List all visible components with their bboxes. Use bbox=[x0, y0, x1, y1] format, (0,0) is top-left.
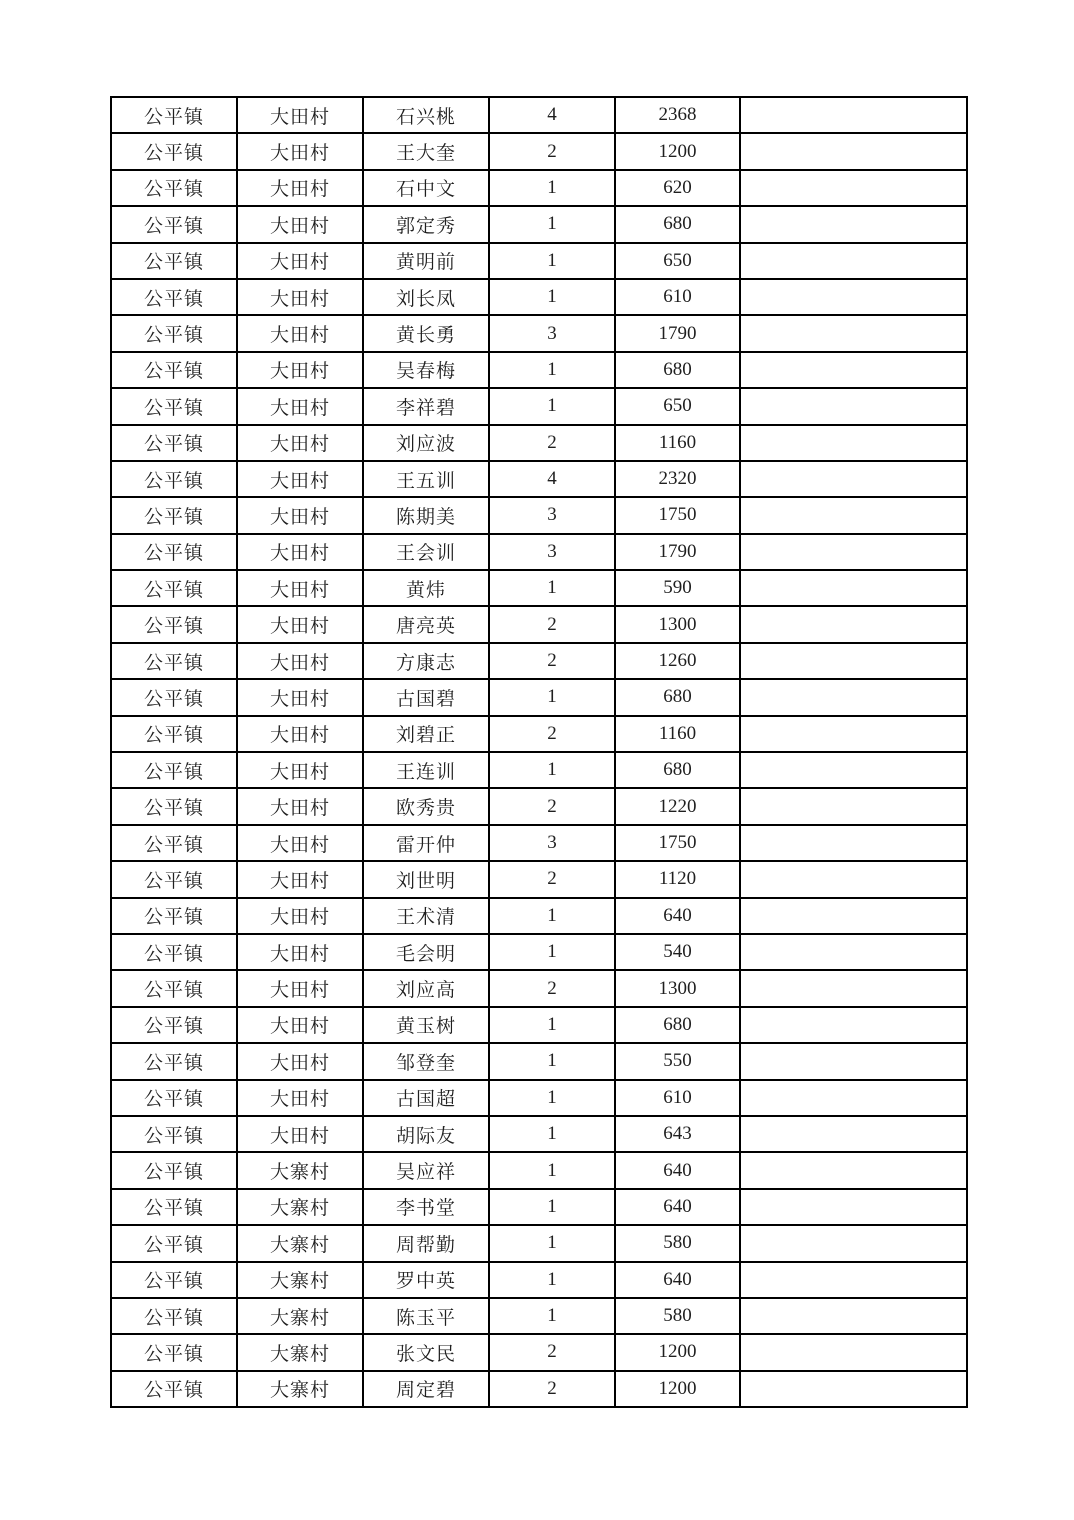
cell-count: 1 bbox=[489, 898, 615, 934]
cell-town: 公平镇 bbox=[111, 1043, 237, 1079]
cell-count: 2 bbox=[489, 425, 615, 461]
table-row bbox=[111, 170, 967, 206]
cell-note bbox=[740, 570, 967, 606]
table-row bbox=[111, 534, 967, 570]
cell-name: 刘碧正 bbox=[363, 716, 489, 752]
cell-name: 黄炜 bbox=[363, 570, 489, 606]
cell-name: 石兴桃 bbox=[363, 97, 489, 133]
cell-amount: 550 bbox=[615, 1043, 740, 1079]
cell-village: 大田村 bbox=[237, 752, 363, 788]
cell-village: 大田村 bbox=[237, 861, 363, 897]
cell-amount: 640 bbox=[615, 898, 740, 934]
table-row bbox=[111, 243, 967, 279]
cell-count: 2 bbox=[489, 716, 615, 752]
cell-village: 大田村 bbox=[237, 315, 363, 351]
cell-amount: 2368 bbox=[615, 97, 740, 133]
cell-village: 大田村 bbox=[237, 934, 363, 970]
cell-name: 唐亮英 bbox=[363, 606, 489, 642]
cell-amount: 1750 bbox=[615, 497, 740, 533]
cell-note bbox=[740, 788, 967, 824]
cell-name: 古国超 bbox=[363, 1080, 489, 1116]
table-row bbox=[111, 1116, 967, 1152]
cell-amount: 1200 bbox=[615, 133, 740, 169]
table-row bbox=[111, 279, 967, 315]
cell-village: 大田村 bbox=[237, 133, 363, 169]
cell-village: 大田村 bbox=[237, 1007, 363, 1043]
cell-amount: 1160 bbox=[615, 716, 740, 752]
cell-village: 大寨村 bbox=[237, 1152, 363, 1188]
cell-name: 刘应波 bbox=[363, 425, 489, 461]
table-row bbox=[111, 133, 967, 169]
cell-note bbox=[740, 825, 967, 861]
roster-table bbox=[110, 96, 968, 1408]
cell-town: 公平镇 bbox=[111, 752, 237, 788]
cell-count: 1 bbox=[489, 352, 615, 388]
cell-note bbox=[740, 1152, 967, 1188]
table-row bbox=[111, 425, 967, 461]
cell-town: 公平镇 bbox=[111, 206, 237, 242]
cell-name: 邹登奎 bbox=[363, 1043, 489, 1079]
cell-name: 王五训 bbox=[363, 461, 489, 497]
cell-count: 1 bbox=[489, 1189, 615, 1225]
cell-note bbox=[740, 1189, 967, 1225]
cell-count: 2 bbox=[489, 1334, 615, 1370]
table-row bbox=[111, 643, 967, 679]
cell-note bbox=[740, 716, 967, 752]
table-row bbox=[111, 206, 967, 242]
cell-amount: 1120 bbox=[615, 861, 740, 897]
cell-amount: 590 bbox=[615, 570, 740, 606]
cell-amount: 680 bbox=[615, 1007, 740, 1043]
cell-village: 大田村 bbox=[237, 170, 363, 206]
cell-count: 1 bbox=[489, 243, 615, 279]
table-row bbox=[111, 1334, 967, 1370]
cell-name: 张文民 bbox=[363, 1334, 489, 1370]
cell-amount: 1750 bbox=[615, 825, 740, 861]
cell-amount: 1260 bbox=[615, 643, 740, 679]
cell-count: 1 bbox=[489, 1262, 615, 1298]
cell-village: 大田村 bbox=[237, 461, 363, 497]
cell-town: 公平镇 bbox=[111, 1262, 237, 1298]
cell-note bbox=[740, 970, 967, 1006]
table-row bbox=[111, 461, 967, 497]
cell-note bbox=[740, 752, 967, 788]
cell-amount: 1300 bbox=[615, 606, 740, 642]
cell-note bbox=[740, 1225, 967, 1261]
cell-count: 1 bbox=[489, 1043, 615, 1079]
cell-amount: 1160 bbox=[615, 425, 740, 461]
cell-amount: 640 bbox=[615, 1152, 740, 1188]
cell-town: 公平镇 bbox=[111, 1225, 237, 1261]
cell-note bbox=[740, 243, 967, 279]
cell-town: 公平镇 bbox=[111, 425, 237, 461]
cell-note bbox=[740, 206, 967, 242]
cell-town: 公平镇 bbox=[111, 606, 237, 642]
cell-amount: 1790 bbox=[615, 315, 740, 351]
cell-village: 大田村 bbox=[237, 352, 363, 388]
cell-count: 3 bbox=[489, 315, 615, 351]
cell-count: 1 bbox=[489, 1116, 615, 1152]
cell-town: 公平镇 bbox=[111, 1371, 237, 1407]
cell-note bbox=[740, 388, 967, 424]
cell-name: 欧秀贵 bbox=[363, 788, 489, 824]
cell-village: 大田村 bbox=[237, 570, 363, 606]
cell-note bbox=[740, 315, 967, 351]
cell-amount: 650 bbox=[615, 388, 740, 424]
cell-count: 1 bbox=[489, 1225, 615, 1261]
cell-count: 1 bbox=[489, 170, 615, 206]
cell-amount: 610 bbox=[615, 1080, 740, 1116]
cell-name: 刘应高 bbox=[363, 970, 489, 1006]
cell-village: 大田村 bbox=[237, 1080, 363, 1116]
table-row bbox=[111, 352, 967, 388]
cell-note bbox=[740, 606, 967, 642]
cell-note bbox=[740, 1371, 967, 1407]
cell-amount: 2320 bbox=[615, 461, 740, 497]
table-row bbox=[111, 1225, 967, 1261]
cell-count: 1 bbox=[489, 752, 615, 788]
cell-note bbox=[740, 352, 967, 388]
cell-count: 1 bbox=[489, 679, 615, 715]
cell-village: 大田村 bbox=[237, 606, 363, 642]
cell-village: 大田村 bbox=[237, 643, 363, 679]
cell-count: 1 bbox=[489, 279, 615, 315]
table-row bbox=[111, 861, 967, 897]
cell-town: 公平镇 bbox=[111, 243, 237, 279]
cell-count: 1 bbox=[489, 934, 615, 970]
cell-amount: 1300 bbox=[615, 970, 740, 1006]
cell-amount: 650 bbox=[615, 243, 740, 279]
cell-name: 古国碧 bbox=[363, 679, 489, 715]
cell-village: 大寨村 bbox=[237, 1334, 363, 1370]
cell-town: 公平镇 bbox=[111, 1152, 237, 1188]
cell-village: 大田村 bbox=[237, 679, 363, 715]
table-row bbox=[111, 570, 967, 606]
cell-name: 王连训 bbox=[363, 752, 489, 788]
cell-name: 周定碧 bbox=[363, 1371, 489, 1407]
cell-note bbox=[740, 497, 967, 533]
cell-village: 大田村 bbox=[237, 825, 363, 861]
cell-count: 3 bbox=[489, 825, 615, 861]
cell-count: 1 bbox=[489, 1152, 615, 1188]
cell-amount: 610 bbox=[615, 279, 740, 315]
cell-name: 雷开仲 bbox=[363, 825, 489, 861]
cell-village: 大寨村 bbox=[237, 1298, 363, 1334]
table-row bbox=[111, 1080, 967, 1116]
cell-name: 王会训 bbox=[363, 534, 489, 570]
cell-village: 大田村 bbox=[237, 788, 363, 824]
cell-amount: 680 bbox=[615, 206, 740, 242]
table-row bbox=[111, 1371, 967, 1407]
cell-town: 公平镇 bbox=[111, 1334, 237, 1370]
cell-amount: 680 bbox=[615, 679, 740, 715]
cell-village: 大田村 bbox=[237, 497, 363, 533]
table-row bbox=[111, 1043, 967, 1079]
cell-village: 大田村 bbox=[237, 97, 363, 133]
cell-name: 王术清 bbox=[363, 898, 489, 934]
cell-count: 2 bbox=[489, 1371, 615, 1407]
cell-town: 公平镇 bbox=[111, 716, 237, 752]
cell-village: 大田村 bbox=[237, 534, 363, 570]
cell-name: 郭定秀 bbox=[363, 206, 489, 242]
cell-amount: 680 bbox=[615, 352, 740, 388]
cell-village: 大田村 bbox=[237, 898, 363, 934]
cell-note bbox=[740, 461, 967, 497]
cell-town: 公平镇 bbox=[111, 170, 237, 206]
cell-town: 公平镇 bbox=[111, 1007, 237, 1043]
cell-name: 吴春梅 bbox=[363, 352, 489, 388]
table-row bbox=[111, 1189, 967, 1225]
table-row bbox=[111, 679, 967, 715]
cell-name: 黄玉树 bbox=[363, 1007, 489, 1043]
cell-village: 大田村 bbox=[237, 206, 363, 242]
cell-amount: 640 bbox=[615, 1189, 740, 1225]
cell-count: 2 bbox=[489, 970, 615, 1006]
cell-count: 2 bbox=[489, 606, 615, 642]
cell-amount: 580 bbox=[615, 1298, 740, 1334]
cell-village: 大田村 bbox=[237, 970, 363, 1006]
cell-town: 公平镇 bbox=[111, 898, 237, 934]
cell-town: 公平镇 bbox=[111, 788, 237, 824]
cell-name: 陈期美 bbox=[363, 497, 489, 533]
table-row bbox=[111, 1007, 967, 1043]
roster-table-body bbox=[111, 97, 967, 1407]
cell-note bbox=[740, 1116, 967, 1152]
cell-name: 李祥碧 bbox=[363, 388, 489, 424]
cell-town: 公平镇 bbox=[111, 1080, 237, 1116]
cell-note bbox=[740, 1262, 967, 1298]
cell-count: 1 bbox=[489, 206, 615, 242]
cell-note bbox=[740, 1298, 967, 1334]
cell-count: 2 bbox=[489, 133, 615, 169]
cell-name: 王大奎 bbox=[363, 133, 489, 169]
cell-count: 4 bbox=[489, 97, 615, 133]
cell-village: 大田村 bbox=[237, 243, 363, 279]
table-row bbox=[111, 970, 967, 1006]
table-row bbox=[111, 788, 967, 824]
cell-count: 3 bbox=[489, 497, 615, 533]
cell-note bbox=[740, 1043, 967, 1079]
cell-count: 1 bbox=[489, 1080, 615, 1116]
cell-note bbox=[740, 679, 967, 715]
cell-amount: 1200 bbox=[615, 1334, 740, 1370]
cell-note bbox=[740, 170, 967, 206]
cell-count: 1 bbox=[489, 1007, 615, 1043]
cell-village: 大寨村 bbox=[237, 1262, 363, 1298]
cell-name: 石中文 bbox=[363, 170, 489, 206]
cell-name: 黄明前 bbox=[363, 243, 489, 279]
cell-name: 胡际友 bbox=[363, 1116, 489, 1152]
cell-village: 大田村 bbox=[237, 716, 363, 752]
cell-amount: 580 bbox=[615, 1225, 740, 1261]
cell-town: 公平镇 bbox=[111, 497, 237, 533]
cell-note bbox=[740, 133, 967, 169]
cell-note bbox=[740, 1007, 967, 1043]
cell-name: 吴应祥 bbox=[363, 1152, 489, 1188]
cell-name: 周帮勤 bbox=[363, 1225, 489, 1261]
cell-amount: 620 bbox=[615, 170, 740, 206]
cell-name: 陈玉平 bbox=[363, 1298, 489, 1334]
cell-town: 公平镇 bbox=[111, 861, 237, 897]
cell-count: 4 bbox=[489, 461, 615, 497]
table-row bbox=[111, 497, 967, 533]
cell-amount: 1790 bbox=[615, 534, 740, 570]
cell-note bbox=[740, 1334, 967, 1370]
table-row bbox=[111, 97, 967, 133]
cell-town: 公平镇 bbox=[111, 388, 237, 424]
cell-town: 公平镇 bbox=[111, 679, 237, 715]
cell-town: 公平镇 bbox=[111, 570, 237, 606]
cell-town: 公平镇 bbox=[111, 279, 237, 315]
table-row bbox=[111, 716, 967, 752]
cell-note bbox=[740, 534, 967, 570]
cell-town: 公平镇 bbox=[111, 1116, 237, 1152]
cell-town: 公平镇 bbox=[111, 315, 237, 351]
cell-town: 公平镇 bbox=[111, 970, 237, 1006]
cell-town: 公平镇 bbox=[111, 1298, 237, 1334]
cell-name: 刘世明 bbox=[363, 861, 489, 897]
cell-village: 大田村 bbox=[237, 425, 363, 461]
cell-count: 1 bbox=[489, 388, 615, 424]
table-row bbox=[111, 1262, 967, 1298]
cell-count: 2 bbox=[489, 788, 615, 824]
cell-count: 2 bbox=[489, 643, 615, 679]
cell-name: 方康志 bbox=[363, 643, 489, 679]
table-row bbox=[111, 898, 967, 934]
cell-town: 公平镇 bbox=[111, 133, 237, 169]
table-row bbox=[111, 388, 967, 424]
cell-count: 2 bbox=[489, 861, 615, 897]
table-row bbox=[111, 1152, 967, 1188]
cell-village: 大寨村 bbox=[237, 1189, 363, 1225]
cell-note bbox=[740, 643, 967, 679]
cell-village: 大田村 bbox=[237, 1043, 363, 1079]
cell-village: 大寨村 bbox=[237, 1371, 363, 1407]
cell-name: 毛会明 bbox=[363, 934, 489, 970]
table-row bbox=[111, 606, 967, 642]
cell-name: 黄长勇 bbox=[363, 315, 489, 351]
cell-amount: 540 bbox=[615, 934, 740, 970]
cell-town: 公平镇 bbox=[111, 352, 237, 388]
cell-town: 公平镇 bbox=[111, 534, 237, 570]
cell-amount: 643 bbox=[615, 1116, 740, 1152]
cell-town: 公平镇 bbox=[111, 1189, 237, 1225]
cell-count: 1 bbox=[489, 570, 615, 606]
cell-note bbox=[740, 898, 967, 934]
cell-village: 大田村 bbox=[237, 1116, 363, 1152]
cell-town: 公平镇 bbox=[111, 643, 237, 679]
cell-note bbox=[740, 425, 967, 461]
cell-town: 公平镇 bbox=[111, 934, 237, 970]
table-row bbox=[111, 315, 967, 351]
cell-village: 大田村 bbox=[237, 279, 363, 315]
cell-village: 大寨村 bbox=[237, 1225, 363, 1261]
cell-note bbox=[740, 97, 967, 133]
cell-town: 公平镇 bbox=[111, 825, 237, 861]
cell-amount: 1200 bbox=[615, 1371, 740, 1407]
cell-note bbox=[740, 934, 967, 970]
cell-name: 刘长凤 bbox=[363, 279, 489, 315]
cell-amount: 1220 bbox=[615, 788, 740, 824]
table-row bbox=[111, 825, 967, 861]
cell-name: 罗中英 bbox=[363, 1262, 489, 1298]
cell-town: 公平镇 bbox=[111, 461, 237, 497]
cell-amount: 680 bbox=[615, 752, 740, 788]
cell-count: 1 bbox=[489, 1298, 615, 1334]
cell-town: 公平镇 bbox=[111, 97, 237, 133]
table-row bbox=[111, 1298, 967, 1334]
cell-note bbox=[740, 1080, 967, 1116]
cell-village: 大田村 bbox=[237, 388, 363, 424]
cell-count: 3 bbox=[489, 534, 615, 570]
cell-name: 李书堂 bbox=[363, 1189, 489, 1225]
cell-note bbox=[740, 279, 967, 315]
table-row bbox=[111, 934, 967, 970]
cell-note bbox=[740, 861, 967, 897]
cell-amount: 640 bbox=[615, 1262, 740, 1298]
table-row bbox=[111, 752, 967, 788]
